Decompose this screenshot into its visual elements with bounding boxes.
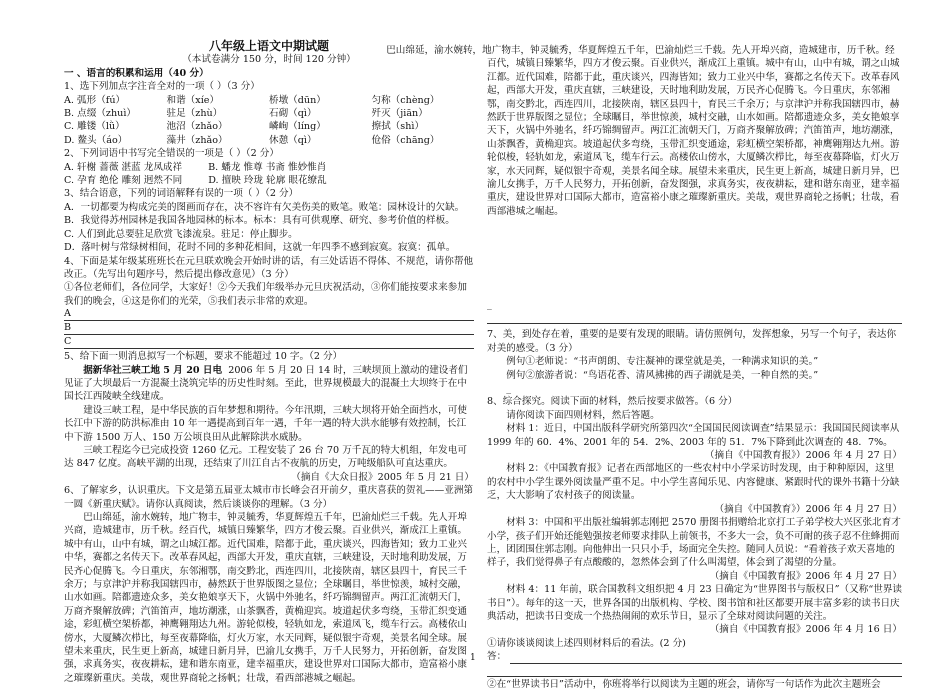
q1-d-2: 藻井（zhǎo） [166, 134, 228, 146]
q1-c-2: 池沼（zhǎo） [166, 121, 228, 133]
q5-dateline: 据新华社三峡工地 5 月 20 日电 [83, 364, 223, 376]
left-column [64, 39, 474, 684]
question-8-stem: 8、综合探究。阅读下面的材料，然后按要求做答。（6 分） [487, 396, 738, 408]
question-5-stem: 5、给下面一则消息拟写一个标题，要求不能超过 10 字。（2 分） [64, 351, 343, 363]
q6-answer-dash: _ [487, 299, 492, 310]
q2-option-d: D. 擅映 玲珑 轮廓 眼花缭乱 [208, 175, 327, 187]
q4-line-label-b: B [64, 322, 72, 334]
question-7-stem: 7、美，到处存在着，重要的是要有发现的眼睛。请仿照例句，发挥想象，另写一个句子，表达你对美的感受。（3 分） [487, 329, 897, 354]
q2-option-b: B. 蟠龙 惟尊 书斋 惟妙惟肖 [208, 161, 327, 173]
q5-para-2: 建设三峡工程，是中华民族的百年梦想和期待。今年汛期，三峡大坝将开始全面挡水，可使长江中下游的防洪标准由 10 年一遇提高到百年一遇，千年一遇的特大洪水能够有效控制，长江中下游 1500 万人、150 万公顷良田从此解除洪水威胁。 [64, 404, 467, 443]
q1-b-2: 驻足（zhù） [166, 108, 223, 120]
q6-passage-continued: 巴山绵延，渝水婉转，地广物丰，钟灵毓秀，华夏辉煌五千年，巴渝灿烂三千载。先人开埠兴商，造城建市，历千秋。经百代，城镇日臻繁华，四方才俊云聚。百业供兴，渐成江上重镇。城中有山，山中有城，谓之山城江都。近代国难，陪都于此，重庆谈兴，四海皆知；致力工业兴中华，赛都之名传天下。改革春风起，西部大开发，重庆直辖，三峡建设，天时地利助发展，万民齐心促腾飞。今日重庆，东邻湘鄂，南交黔北，西连四川，北接陕南，辖区县四十，育民三千余万；与京津沪并称我国辖四市，赫然跃于世界版图之显位；全球瞩目，举世惊羡，城村交融，山水如画。陪都遗迹众多，美女艳娘享天下，火锅中外驰名，纤巧锦绸留声。两江汇流朝天门，万商齐聚解放碑；汽笛笛声，地坊潮涨，山茶飘香，黄桷迎宾。坡道起伏多弯绕，玉带汇织变通途，彩虹横空架桥都，神鹰翱翔达九州。游轮似梭，轻轨如龙，索道凤飞，缆车行云。高楼依山傍水，大厦鳞次栉比，每至夜幕降临，灯火万家，水天同辉，疑似银宇奇观，美景名闻全球。展望未来重庆，民生更上新高，城建日新月异，巴渝儿女携手，万千人民努力，开拓创新，奋发图强，求真务实，夜夜耕耘，建和谐东南亚，建幸福重庆，建设世界对口国际大都市，造富裕小康之璀璨新重庆。美哉，观世界商轮之扬帆；壮哉，看西部港城之崛起。 [386, 45, 900, 217]
exam-title: 八年级上语文中期试题 [208, 39, 329, 53]
q3-option-c: C. 人们到此总要驻足欣赏飞漆流泉。驻足：停止脚步。 [64, 228, 298, 240]
q2-option-c: C. 孕育 绝伦 雕刻 迥然不同 [64, 175, 183, 187]
q4-line-label-a: A [64, 308, 71, 320]
q8-material-1-source: （摘自《中国教育报》）2006 年 4 月 27 日） [704, 450, 902, 462]
q8-material-4-source: （摘自《中国教育报》2006 年 4 月 16 日） [709, 624, 902, 636]
q5-para-1 [64, 364, 474, 404]
q8-material-2: 材料 2：《中国教育报》记者在西部地区的一些农村中小学采访时发现，由于种种原因，这里的农村中小学生课外阅读量严重不足。中小学生喜闻乐见、内容健康、紧跟时代的课外书籍十分缺乏，大大影响了农村孩子的阅读量。 [487, 463, 900, 502]
q7-answer-dash[interactable]: _ [506, 383, 511, 395]
q4-answer-line-a[interactable] [64, 308, 474, 321]
q4-answer-line-c[interactable] [64, 336, 474, 349]
q8-material-1: 材料 1：近日，中国出版科学研究所第四次“全国国民阅读调查”结果显示：我国国民阅读率从 1999 年的 60．4%、2001 年的 54．2%、2003 年的 51．7%下降到此次调查的 48．7%。 [487, 423, 900, 448]
section-heading: 一 、语言的积累和运用（40 分） [64, 67, 209, 79]
q8-answer-line-2[interactable] [487, 664, 902, 677]
q1-c-3: 嶙峋（líng） [269, 121, 326, 133]
q8-intro: 请你阅读下面四则材料，然后答题。 [506, 409, 660, 421]
q1-d-3: 休憩（qì） [269, 134, 317, 146]
q1-a-1: A. 弧形（fú） [64, 94, 126, 106]
page-number: 1 [470, 653, 476, 663]
q1-a-4: 匀称（chèng） [371, 94, 440, 106]
q1-option-c [64, 120, 474, 133]
q7-example-2: 例句②旅游者说：“鸟语花香、清风拂拂的西子湖就是美，一种自然的美。” [506, 369, 819, 381]
q8-answer-label: 答： [487, 651, 507, 663]
q8-answer-line[interactable] [510, 652, 902, 664]
q2-row-1 [64, 161, 474, 174]
q1-option-a [64, 94, 474, 107]
q1-a-2: 和谐（xíe） [166, 94, 220, 106]
q7-example-1: 例句①老师说：“书声朗朗、专注凝神的课堂就是美，一种满求知识的美。” [506, 356, 819, 368]
q2-row-2 [64, 174, 474, 187]
q8-material-2-source: （摘自《中国教育》）2006 年 4 月 27 日） [714, 503, 902, 515]
q8-answer-row [487, 650, 902, 663]
q8-material-3-source: （摘自《中国教育报》2006 年 4 月 27 日） [709, 570, 902, 582]
q4-line-label-c: C [64, 336, 72, 348]
q8-material-3: 材料 3：中国和平出版社编辑郭志刚把 2570 册图书捐赠给北京打工子弟学校大兴区张北育才小学，孩子们开始还能勉强按老师要求排队上前领书，不多大一会，负不可耐的孩子忍不住蜂拥而上，团团围住郭志刚。向他伸出一只只小手，场面完全失控。随同人员说：“看着孩子欢天喜地的样子，我们觉得鼻子有点酸酸的，忽然体会到了什么叫渴望，体会到了渴望的分量。 [487, 517, 901, 569]
question-1-stem: 1、选下列加点字注音全对的一项（ ）（3 分） [64, 81, 260, 93]
q5-para-3: 三峡工程迄今已完成投资 1260 亿元。工程安装了 26 台 70 万千瓦的特大机组，年发电可达 847 亿度。高峡平湖的出现，还结束了川江自古不夜航的历史，万吨级船队可直达重庆。 [64, 444, 467, 470]
q1-b-3: 石砌（qì） [269, 108, 317, 120]
q1-b-1: B. 点缀（zhuì） [64, 108, 137, 120]
exam-subtitle: （本试卷满分 150 分，时间 120 分钟） [182, 54, 356, 66]
question-3-stem: 3、结合语意，下列的词语解释有误的一项（ ）（2 分） [64, 188, 299, 200]
q1-d-1: D. 鳌头（áo） [64, 134, 128, 146]
q1-b-4: 歼灭（jiān） [371, 108, 428, 120]
q8-material-4: 材料 4：11 年前，联合国教科文组织把 4 月 23 日确定为“世界图书与版权日”（又称“世界读书日”）。每年的这一天，世界各国的出版机构、学校、图书馆和社区都要开展丰富多彩的读书日庆典活动，把读书日变成一个热热闹闹的欢乐节日，显示了全球对阅读问题的关注。 [487, 584, 903, 622]
q5-source: （摘自《大众日报》2005 年 5 月 21 日） [291, 471, 474, 483]
q8-sub-question-2: ②在“世界读书日”活动中，你班将举行以阅读为主题的班会，请你写一句话作为此次主题班会 [487, 678, 881, 690]
q1-d-4: 伧俗（chāng） [371, 134, 440, 146]
q2-option-a: A. 轩榭 蔷薇 湛蓝 龙凤成祥 [64, 161, 183, 173]
q4-speech: ①各位老师们，各位同学，大家好！②今天我们年级举办元旦庆祝活动，③你们能按要求来参加我们的晚会，④这是你们的光荣，⑤我们表示非常的欢迎。 [64, 282, 467, 307]
question-6-stem: 6、了解家乡，认识重庆。下文是第五届亚太城市市长峰会召开前夕，重庆喜获的贺礼——亚洲第一圆《新重庆赋》。请你认真阅读，然后谈谈你的理解。（3 分） [64, 485, 474, 510]
question-4-stem: 4、下面是某年级某班班长在元旦联欢晚会开始时讲的话，有三处话语不得体、不规范，请你帮他改正。（先写出句题序号，然后提出修改意见）（3 分） [64, 255, 474, 280]
q4-answer-line-b[interactable] [64, 322, 474, 335]
q6-passage: 巴山绵延，渝水婉转，地广物丰，钟灵毓秀，华夏辉煌五千年，巴渝灿烂三千载。先人开埠兴商，造城建市，历千秋。经百代，城镇日臻繁华，四方才俊云聚。百业供兴，渐成江上重镇。城中有山，山中有城，谓之山城江都。近代国难，陪都于此，重庆谈兴，四海皆知；致力工业兴中华，赛都之名传天下。改革春风起，西部大开发，重庆直辖，三峡建设，天时地利助发展，万民齐心促腾飞。今日重庆，东邻湘鄂，南交黔北，西连四川，北接陕南，辖区县四十，育民三千余万；与京津沪并称我国辖四市，赫然跃于世界版图之显位；全球瞩目，举世惊羡，城村交融，山水如画。陪都遗迹众多，美女艳娘享天下，火锅中外驰名，纤巧锦绸留声。两江汇流朝天门，万商齐聚解放碑；汽笛笛声，地坊潮涨，山茶飘香，黄桷迎宾。坡道起伏多弯绕，玉带汇织变通途，彩虹横空架桥都，神鹰翱翔达九州。游轮似梭，轻轨如龙，索道凤飞，缆车行云。高楼依山傍水，大厦鳞次栉比，每至夜幕降临，灯火万家，水天同辉，疑似银宇奇观，美景名闻全球。展望未来重庆，民生更上新高，城建日新月异，巴渝儿女携手，万千人民努力，开拓创新，奋发图强，求真务实，夜夜耕耘，建和谐东南亚，建幸福重庆，建设世界对口国际大都市，造富裕小康之璀璨新重庆。美哉，观世界商轮之扬帆；壮哉，看西部港城之崛起。 [64, 512, 467, 684]
q3-option-a: A．一切都要为构成完美的图画而存在，决不容许有欠美伤美的败笔。败笔：园林设计的欠缺。 [64, 201, 465, 213]
q1-option-b [64, 107, 474, 120]
q5-para-1-text: 2006 年 5 月 20 日 14 时，三峡坝顶上激动的建设者们见证了大坝最后一方混凝土浇筑完毕的历史性时刻。至此，世界规模最大的混凝土大坝终于在中国长江西陵峡全线建成。 [64, 364, 468, 403]
q1-option-d [64, 134, 474, 147]
q6-answer-line[interactable] [487, 311, 902, 324]
q1-c-4: 擦拭（shì） [371, 121, 425, 133]
q3-option-b: B．我觉得苏州园林是我国各地园林的标本。标本：具有可供观摩、研究、参考价值的样板。 [64, 215, 455, 227]
q8-sub-question-1: ①请你谈谈阅读上述四则材料后的看法。(2 分) [487, 637, 686, 649]
q1-a-3: 桥墩（dūn） [269, 94, 326, 106]
q3-option-d: D．落叶树与常绿树相间，花时不同的多种花相间，这就一年四季不感到寂寞。寂寞：孤单。 [64, 242, 456, 254]
q1-c-1: C. 雕镂（lǜ） [64, 121, 125, 133]
question-2-stem: 2、下列词语中书写完全错误的一项是（ ）（2 分） [64, 148, 279, 160]
